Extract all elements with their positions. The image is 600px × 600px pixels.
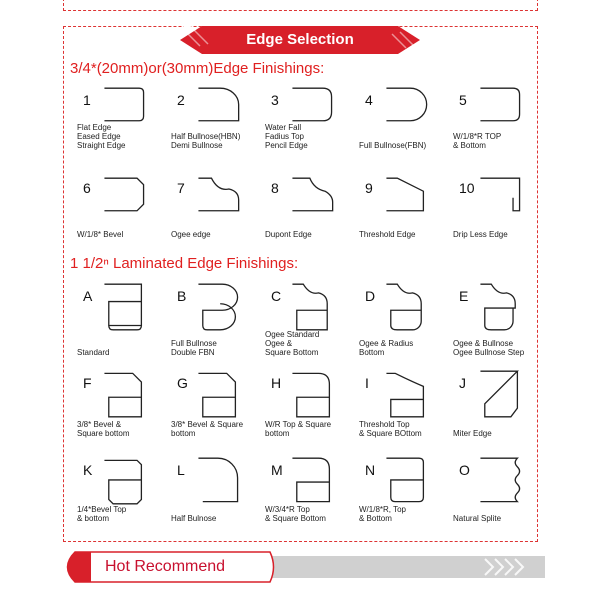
edge-option-label-line: & Square BOttom xyxy=(359,429,422,438)
edge-option-number: A xyxy=(83,288,93,304)
hot-recommend-bar[interactable] xyxy=(55,550,545,584)
edge-profile-icon xyxy=(94,456,154,506)
edge-option-label-line: W/R Top & Square xyxy=(265,420,332,429)
edge-option-7[interactable] xyxy=(168,180,262,260)
edge-option-label-line: Eased Edge xyxy=(77,132,121,141)
edge-option-label-line: & bottom xyxy=(77,514,110,523)
edge-option-label-line: W/1/8*R, Top xyxy=(359,505,406,514)
edge-option-label-line: W/3/4*R Top xyxy=(265,505,310,514)
edge-profile-icon xyxy=(376,282,436,332)
edge-option-number: L xyxy=(177,462,185,478)
edge-option-number: N xyxy=(365,462,376,478)
edge-option-J[interactable] xyxy=(450,375,544,455)
edge-option-number: K xyxy=(83,462,93,478)
edge-option-label xyxy=(77,505,126,523)
edge-option-number: C xyxy=(271,288,282,304)
edge-option-number: F xyxy=(83,375,92,391)
edge-option-label-line: Double FBN xyxy=(171,348,215,357)
edge-option-label-line: Dupont Edge xyxy=(265,230,312,239)
edge-option-B[interactable] xyxy=(168,288,262,368)
edge-option-label xyxy=(359,505,406,523)
edge-profile-icon xyxy=(470,456,530,506)
hot-recommend-label: Hot Recommend xyxy=(105,558,226,575)
edge-option-label xyxy=(171,420,243,438)
edge-option-5[interactable] xyxy=(450,92,544,172)
edge-option-label xyxy=(265,330,319,357)
edge-option-label-line: & Square Bottom xyxy=(265,514,326,523)
edge-option-label-line: bottom xyxy=(171,429,196,438)
top-dashed-frame xyxy=(63,0,538,11)
edge-option-F[interactable] xyxy=(74,375,168,455)
edge-selection-banner xyxy=(180,26,420,54)
edge-option-label xyxy=(359,141,426,150)
edge-profile-icon xyxy=(282,282,342,332)
edge-option-label-line: Full Bullnose(FBN) xyxy=(359,141,427,150)
edge-option-N[interactable] xyxy=(356,462,450,542)
edge-option-label xyxy=(77,230,123,239)
edge-option-label-line: Threshold Edge xyxy=(359,230,416,239)
section1-title: 3/4*(20mm)or(30mm)Edge Finishings: xyxy=(70,60,325,77)
edge-option-number: 6 xyxy=(83,180,91,196)
edge-option-label-line: W/1/8* Bevel xyxy=(77,230,124,239)
edge-option-G[interactable] xyxy=(168,375,262,455)
edge-profile-icon xyxy=(470,176,530,226)
edge-option-label-line: bottom xyxy=(265,429,290,438)
edge-option-8[interactable] xyxy=(262,180,356,260)
edge-option-I[interactable] xyxy=(356,375,450,455)
edge-option-label-line: Fadius Top xyxy=(265,132,304,141)
edge-option-label xyxy=(77,420,129,438)
edge-option-label-line: Square Bottom xyxy=(265,348,319,357)
edge-option-label xyxy=(453,429,492,438)
edge-option-label xyxy=(171,514,216,523)
edge-option-O[interactable] xyxy=(450,462,544,542)
edge-profile-icon xyxy=(188,456,248,506)
edge-option-label-line: Full Bullnose xyxy=(171,339,217,348)
edge-profile-icon xyxy=(376,86,436,136)
edge-option-label xyxy=(171,132,240,150)
edge-option-10[interactable] xyxy=(450,180,544,260)
edge-profile-icon xyxy=(376,369,436,419)
edge-option-number: 4 xyxy=(365,92,373,108)
edge-option-label-line: & Bottom xyxy=(359,514,392,523)
edge-profile-icon xyxy=(470,369,530,419)
edge-profile-icon xyxy=(94,282,154,332)
section2-title: 1 1/2ⁿ Laminated Edge Finishings: xyxy=(70,255,299,272)
edge-option-9[interactable] xyxy=(356,180,450,260)
edge-profile-icon xyxy=(282,176,342,226)
edge-option-label-line: Water Fall xyxy=(265,123,302,132)
edge-option-label xyxy=(453,514,501,523)
edge-option-number: O xyxy=(459,462,470,478)
edge-profile-icon xyxy=(376,456,436,506)
edge-option-label-line: Miter Edge xyxy=(453,429,492,438)
edge-option-label-line: Demi Bullnose xyxy=(171,141,223,150)
edge-option-label-line: 3/8* Bevel & Square xyxy=(171,420,244,429)
edge-option-label xyxy=(359,420,422,438)
edge-option-label xyxy=(265,123,308,150)
edge-option-label-line: Straight Edge xyxy=(77,141,126,150)
edge-option-label-line: Pencil Edge xyxy=(265,141,308,150)
page-title: Edge Selection xyxy=(246,31,354,48)
edge-option-label xyxy=(453,132,501,150)
edge-option-label-line: Ogee & xyxy=(265,339,293,348)
edge-profile-icon xyxy=(188,176,248,226)
edge-option-label-line: 3/8* Bevel & xyxy=(77,420,122,429)
edge-profile-icon xyxy=(376,176,436,226)
edge-option-number: 10 xyxy=(459,180,475,196)
edge-option-label-line: Natural Splite xyxy=(453,514,502,523)
edge-option-label-line: Ogee & Bullnose xyxy=(453,339,514,348)
edge-option-label-line: Ogee edge xyxy=(171,230,211,239)
edge-option-number: 9 xyxy=(365,180,373,196)
edge-option-A[interactable] xyxy=(74,288,168,368)
edge-option-label-line: Bottom xyxy=(359,348,385,357)
edge-option-number: I xyxy=(365,375,369,391)
edge-option-label-line: Square bottom xyxy=(77,429,130,438)
edge-option-K[interactable] xyxy=(74,462,168,542)
edge-option-label-line: Half Bulnose xyxy=(171,514,217,523)
edge-option-label xyxy=(359,230,415,239)
edge-option-L[interactable] xyxy=(168,462,262,542)
edge-option-label xyxy=(265,505,326,523)
edge-option-label xyxy=(77,348,109,357)
edge-option-label xyxy=(453,339,524,357)
edge-option-label xyxy=(453,230,508,239)
edge-option-2[interactable] xyxy=(168,92,262,172)
edge-profile-icon xyxy=(188,282,248,332)
edge-option-number: H xyxy=(271,375,282,391)
edge-option-number: G xyxy=(177,375,188,391)
edge-option-D[interactable] xyxy=(356,288,450,368)
edge-option-label xyxy=(265,420,331,438)
edge-option-label-line: Threshold Top xyxy=(359,420,410,429)
edge-option-C[interactable] xyxy=(262,288,356,368)
edge-profile-icon xyxy=(470,282,530,332)
edge-option-label-line: Ogee Bullnose Step xyxy=(453,348,525,357)
edge-option-number: D xyxy=(365,288,376,304)
edge-option-number: 1 xyxy=(83,92,91,108)
edge-option-label-line: & Bottom xyxy=(453,141,486,150)
edge-profile-icon xyxy=(470,86,530,136)
edge-option-6[interactable] xyxy=(74,180,168,260)
edge-option-number: B xyxy=(177,288,187,304)
edge-option-number: 3 xyxy=(271,92,279,108)
edge-option-number: 7 xyxy=(177,180,185,196)
edge-option-label xyxy=(77,123,125,150)
edge-option-label xyxy=(265,230,312,239)
edge-option-number: M xyxy=(271,462,283,478)
edge-profile-icon xyxy=(282,456,342,506)
edge-option-E[interactable] xyxy=(450,288,544,368)
edge-profile-icon xyxy=(94,369,154,419)
edge-option-number: 8 xyxy=(271,180,279,196)
edge-option-number: E xyxy=(459,288,469,304)
edge-profile-icon xyxy=(282,369,342,419)
edge-option-H[interactable] xyxy=(262,375,356,455)
edge-option-label-line: Drip Less Edge xyxy=(453,230,508,239)
edge-option-label-line: Ogee & Radius xyxy=(359,339,414,348)
edge-option-label xyxy=(359,339,413,357)
edge-option-number: 2 xyxy=(177,92,185,108)
edge-profile-icon xyxy=(94,176,154,226)
edge-option-4[interactable] xyxy=(356,92,450,172)
edge-profile-icon xyxy=(188,86,248,136)
edge-option-3[interactable] xyxy=(262,92,356,172)
edge-option-1[interactable] xyxy=(74,92,168,172)
edge-option-M[interactable] xyxy=(262,462,356,542)
edge-option-label-line: Half Bullnose(HBN) xyxy=(171,132,241,141)
edge-option-label xyxy=(171,339,217,357)
edge-option-label-line: W/1/8*R TOP xyxy=(453,132,502,141)
edge-option-label-line: Ogee Standard xyxy=(265,330,320,339)
edge-option-label-line: 1/4*Bevel Top xyxy=(77,505,127,514)
edge-profile-icon xyxy=(188,369,248,419)
edge-option-number: J xyxy=(459,375,466,391)
edge-option-label-line: Standard xyxy=(77,348,110,357)
edge-option-label-line: Flat Edge xyxy=(77,123,112,132)
edge-option-number: 5 xyxy=(459,92,467,108)
edge-option-label xyxy=(171,230,211,239)
